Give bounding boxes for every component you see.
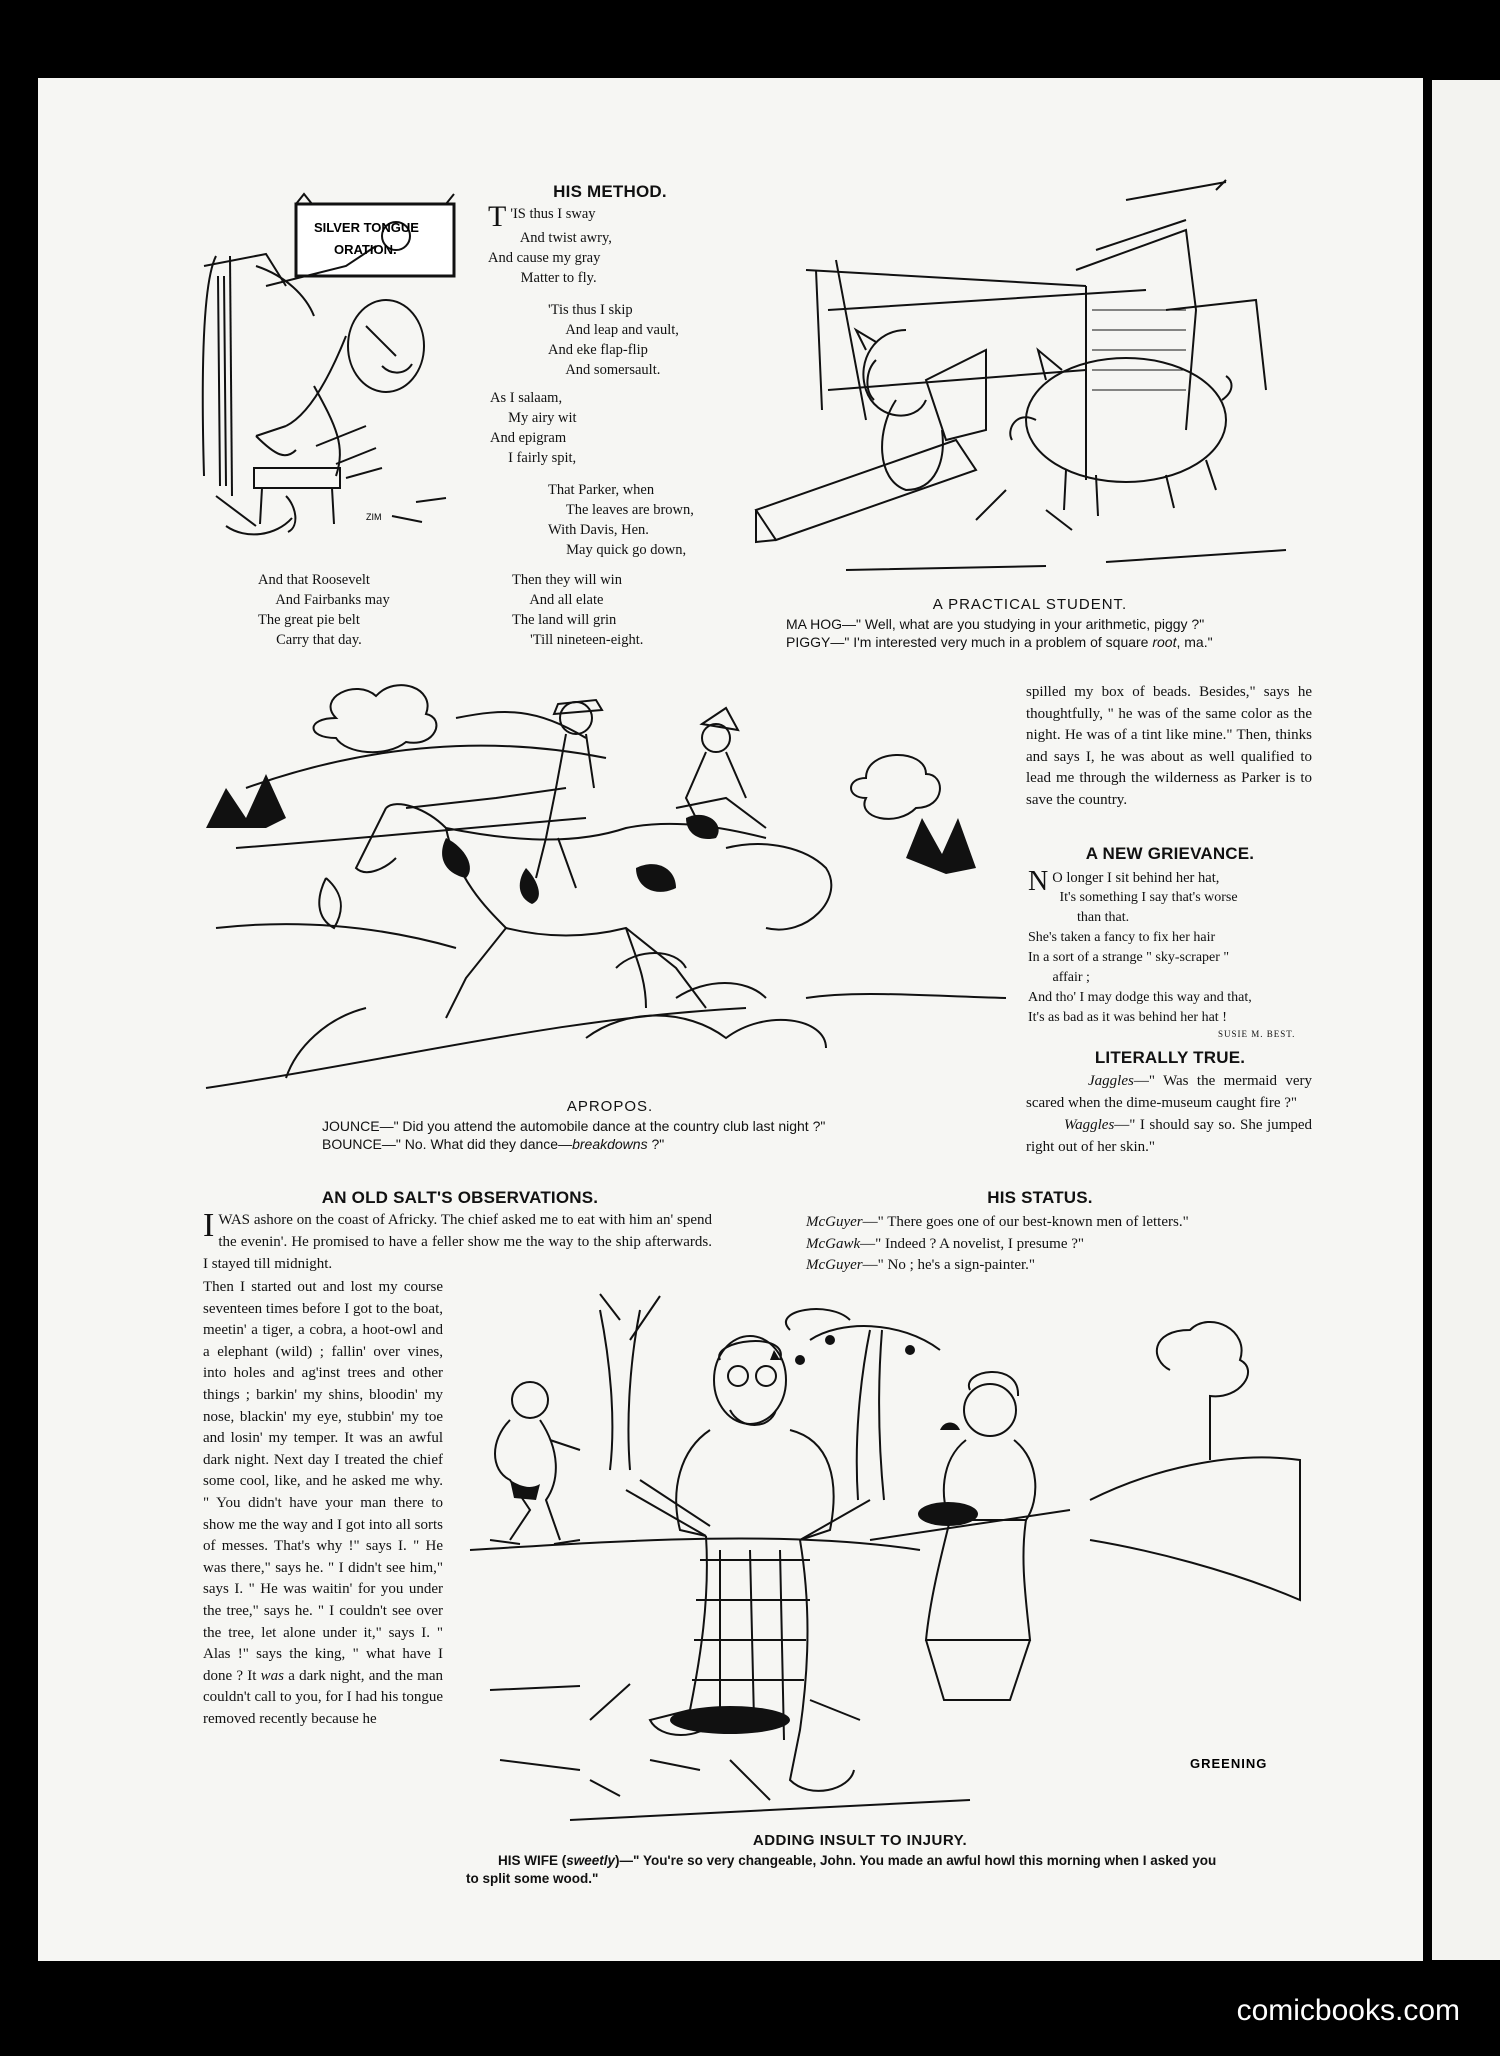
literally-true-text bbox=[1026, 1070, 1312, 1158]
his-status-line bbox=[806, 1255, 1189, 1277]
ma-hog-quote: —" Well, what are you studying in your arithmetic, piggy ?" bbox=[842, 616, 1205, 632]
his-method-stanza-2: 'Tis thus I skip And leap and vault, And eke flap-flip And somersault. bbox=[548, 302, 679, 378]
bounce-quote-b: ?" bbox=[647, 1136, 665, 1152]
old-salt-body bbox=[203, 1277, 443, 1730]
artist-mark-zim: ZIM bbox=[366, 512, 382, 522]
his-method-stanza-1: And twist awry, And cause my gray Matter to fly. bbox=[488, 230, 612, 286]
bounce-quote-a: —" No. What did they dance— bbox=[381, 1136, 573, 1152]
practical-student-line-2 bbox=[786, 633, 1213, 651]
jaggles-quote: —" Was the mermaid very scared when the dime-museum caught fire ?" bbox=[1026, 1073, 1312, 1111]
apropos-line-2 bbox=[322, 1135, 664, 1153]
speaker-waggles: Waggles bbox=[1064, 1117, 1115, 1133]
golfer-cartoon bbox=[470, 1300, 1310, 1824]
orator-cartoon bbox=[196, 196, 466, 542]
old-salt-body-b: a dark night, and the man couldn't call to you, for I had his tongue removed recently because he bbox=[203, 1667, 443, 1727]
jaggles-line bbox=[1026, 1070, 1312, 1114]
roosevelt-stanza: And that Roosevelt And Fairbanks may The great pie belt Carry that day. bbox=[258, 572, 390, 648]
adding-insult-line-1: HIS WIFE (sweetly)—" You're so very changeable, John. You made an awful howl this morning when I asked you bbox=[498, 1853, 1217, 1868]
his-method-stanza-4: That Parker, when The leaves are brown, With Davis, Hen. May quick go down, bbox=[548, 482, 694, 558]
new-grievance-title: A NEW GRIEVANCE. bbox=[1085, 844, 1255, 863]
bounce-quote-emphasis: breakdowns bbox=[572, 1136, 648, 1152]
speaker-mcguyer: McGuyer bbox=[806, 1257, 863, 1274]
beads-paragraph: spilled my box of beads. Besides," says he thoughtfully, " he was of the same color as the night. He was of a tint like mine." Then, thinks and says I, he was about as well qualified to lead me through the wilderness as Parker is to save the country. bbox=[1026, 684, 1312, 808]
signature-susie-best: SUSIE M. BEST. bbox=[1218, 1029, 1296, 1039]
literally-true-title: LITERALLY TRUE. bbox=[1094, 1048, 1246, 1067]
pigs-cartoon bbox=[746, 190, 1306, 580]
wife-quote-a: —" You're so very changeable, John. You made an awful howl this morning when I asked you bbox=[619, 1853, 1217, 1868]
apropos-line-1 bbox=[322, 1117, 825, 1135]
aside-sweetly: sweetly bbox=[566, 1853, 616, 1868]
old-salt-emphasis: was bbox=[260, 1667, 284, 1684]
waggles-quote: —" I should say so. She jumped right out of her skin." bbox=[1026, 1117, 1312, 1155]
his-method-stanza-3: As I salaam, My airy wit And epigram I fairly spit, bbox=[490, 390, 577, 466]
dropcap-t: T bbox=[488, 200, 507, 233]
his-method-stanza-5: Then they will win And all elate The land will grin 'Till nineteen-eight. bbox=[512, 572, 644, 648]
apropos-title: APROPOS. bbox=[566, 1098, 654, 1115]
his-status-line bbox=[806, 1234, 1189, 1256]
old-salt-intro-text: WAS ashore on the coast of Africky. The chief asked me to eat with him an' spend the evenin'. He promised to have a feller show me the way to the ship afterwards. I stayed till midnight. bbox=[203, 1212, 712, 1272]
speaker-jaggles: Jaggles bbox=[1088, 1073, 1134, 1089]
old-salt-intro bbox=[203, 1207, 712, 1275]
dropcap-n: N bbox=[1028, 866, 1049, 897]
speaker-his-wife: HIS WIFE bbox=[498, 1853, 558, 1868]
his-status-lines bbox=[806, 1212, 1189, 1277]
adding-insult-title: ADDING INSULT TO INJURY. bbox=[752, 1832, 968, 1849]
old-salt-body-a: Then I started out and lost my course seventeen times before I got to the boat, meetin' a tiger, a cobra, a hoot-owl and a elephant (wild) ; fallin' over vines, into holes and ag'inst trees and other things ; barkin' my shins, bloodin' my nose, blackin' my eye, stubbin' my toe and losin' my temper. It was an awful dark night. Next day I treated the chief some cool, like, and he asked me why. " You didn't have your man there to show me the way and I got into all sorts of messes. That's why !" says I. " He was there," says he. " I didn't see him," says I. " He was waitin' for you under the tree," says he. " I couldn't see over the tree, let alone under it," says I. " Alas !" says the king, " what have I done ? It bbox=[203, 1279, 443, 1684]
first-line: 'IS thus I sway bbox=[510, 206, 596, 222]
sign-line-1: SILVER TONGUE bbox=[314, 220, 419, 235]
his-status-line bbox=[806, 1212, 1189, 1234]
practical-student-line-1 bbox=[786, 615, 1204, 633]
speaker-mcguyer: McGuyer bbox=[806, 1214, 863, 1230]
status-quote: —" Indeed ? A novelist, I presume ?" bbox=[860, 1235, 1085, 1252]
piggy-quote-a: —" I'm interested very much in a problem of square bbox=[830, 634, 1153, 650]
facing-page-edge bbox=[1432, 80, 1500, 1960]
jounce-quote: —" Did you attend the automobile dance at the country club last night ?" bbox=[379, 1118, 826, 1134]
speaker-piggy: PIGGY bbox=[786, 634, 831, 650]
piggy-quote-b: , ma." bbox=[1176, 634, 1213, 650]
speaker-mcgawk: McGawk bbox=[806, 1235, 861, 1252]
grievance-first-line: O longer I sit behind her hat, bbox=[1052, 870, 1220, 886]
watermark: comicbooks.com bbox=[1236, 1994, 1460, 2027]
his-method-title: HIS METHOD. bbox=[553, 182, 667, 201]
status-quote: —" There goes one of our best-known men of letters." bbox=[862, 1214, 1189, 1230]
new-grievance-body: It's something I say that's worse than that. She's taken a fancy to fix her hair In a sort of a strange " sky-scraper " affair ; And tho' I may dodge this way and that, It's as bad as it was behind her hat ! bbox=[1028, 890, 1252, 1025]
dropcap-i: I bbox=[203, 1207, 215, 1244]
old-salt-title: AN OLD SALT'S OBSERVATIONS. bbox=[321, 1188, 599, 1207]
horse-riders-cartoon bbox=[206, 678, 1006, 1096]
speaker-jounce: JOUNCE bbox=[322, 1118, 380, 1134]
speaker-ma-hog: MA HOG bbox=[786, 616, 843, 632]
status-quote: —" No ; he's a sign-painter." bbox=[862, 1257, 1036, 1274]
waggles-line bbox=[1026, 1114, 1312, 1158]
piggy-quote-emphasis: root bbox=[1152, 634, 1177, 650]
sign-line-2: ORATION. bbox=[334, 242, 397, 257]
speaker-bounce: BOUNCE bbox=[322, 1136, 382, 1152]
adding-insult-line-2: to split some wood." bbox=[466, 1871, 599, 1886]
artist-mark-greening: GREENING bbox=[1190, 1756, 1268, 1771]
practical-student-title: A PRACTICAL STUDENT. bbox=[932, 596, 1128, 613]
his-method-opening bbox=[488, 200, 596, 233]
his-status-title: HIS STATUS. bbox=[987, 1188, 1093, 1207]
